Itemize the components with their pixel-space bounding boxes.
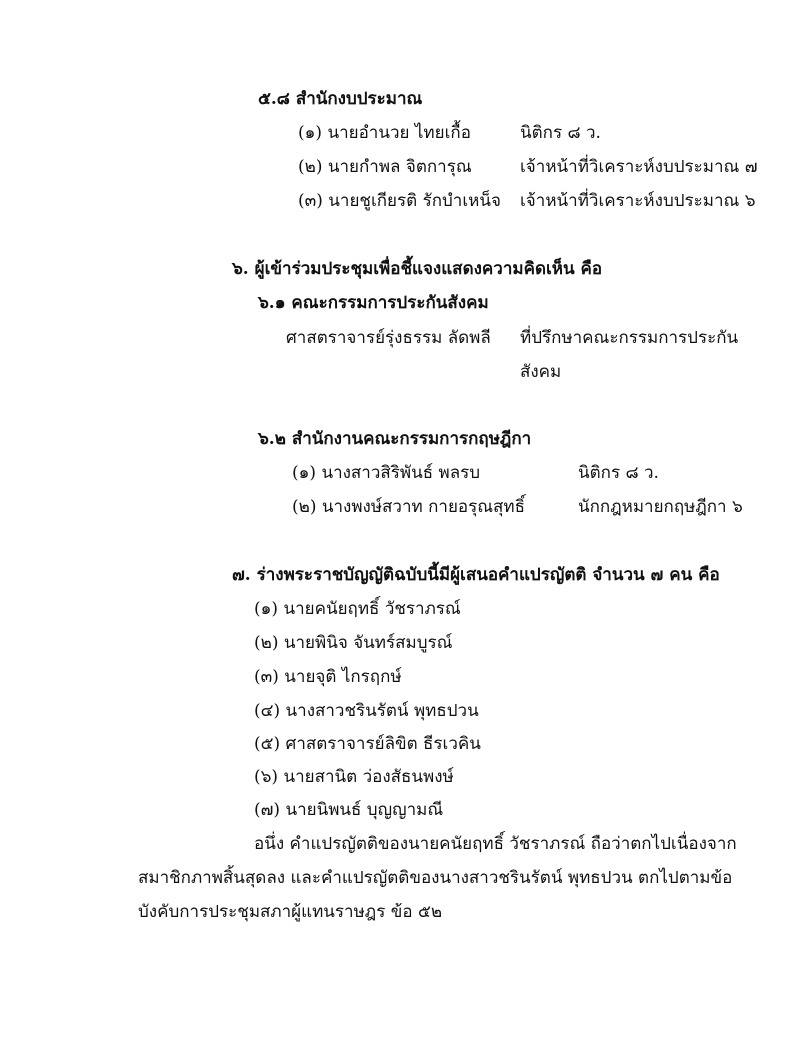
section-6-2-row-1-position: นิติกร ๘ ว. xyxy=(578,463,659,483)
section-6-1-position-line-2: สังคม xyxy=(520,362,562,382)
section-5-8-row-1-position: นิติกร ๘ ว. xyxy=(520,123,601,143)
section-5-8-row-2-name: (๒) นายกำพล จิตการุณ xyxy=(298,157,472,177)
section-6-1-name: ศาสตราจารย์รุ่งธรรม ลัดพลี xyxy=(286,328,491,348)
section-6-2-row-2-name: (๒) นางพงษ์สวาท กายอรุณสุทธิ์ xyxy=(292,497,526,517)
section-6-2-row-1-name: (๑) นางสาวสิริพันธ์ พลรบ xyxy=(292,463,481,483)
section-5-8-heading: ๕.๘ สำนักงบประมาณ xyxy=(258,89,423,109)
section-7-note-line-1: อนึ่ง คำแปรญัตติของนายคนัยฤทธิ์ วัชราภรณ์ ถือว่าตกไปเนื่องจาก xyxy=(254,834,737,854)
section-6-2-heading: ๖.๒ สำนักงานคณะกรรมการกฤษฎีกา xyxy=(258,429,532,449)
section-7-heading: ๗. ร่างพระราชบัญญัติฉบับนี้มีผู้เสนอคำแปรญัตติ จำนวน ๗ คน คือ xyxy=(232,565,720,585)
section-5-8-row-3-position: เจ้าหน้าที่วิเคราะห์งบประมาณ ๖ xyxy=(520,191,756,211)
section-5-8-row-2-position: เจ้าหน้าที่วิเคราะห์งบประมาณ ๗ xyxy=(520,157,758,177)
section-7-item-4: (๔) นางสาวชรินรัตน์ พุทธปวน xyxy=(254,701,479,721)
section-5-8-row-3-name: (๓) นายชูเกียรติ รักบำเหน็จ xyxy=(298,191,501,211)
section-6-2-row-2-position: นักกฎหมายกฤษฎีกา ๖ xyxy=(578,497,743,517)
section-5-8-row-1-name: (๑) นายอำนวย ไทยเกื้อ xyxy=(298,123,471,143)
section-7-item-6: (๖) นายสานิต ว่องสัธนพงษ์ xyxy=(254,767,454,787)
section-7-item-7: (๗) นายนิพนธ์ บุญญามณี xyxy=(254,800,444,820)
section-7-item-3: (๓) นายจุติ ไกรฤกษ์ xyxy=(254,667,402,687)
section-7-note-line-3: บังคับการประชุมสภาผู้แทนราษฎร ข้อ ๕๒ xyxy=(138,902,443,922)
section-7-note-line-2: สมาชิกภาพสิ้นสุดลง และคำแปรญัตติของนางสาวชรินรัตน์ พุทธปวน ตกไปตามข้อ xyxy=(138,868,733,888)
section-6-1-heading: ๖.๑ คณะกรรมการประกันสังคม xyxy=(258,293,489,313)
section-7-item-2: (๒) นายพินิจ จันทร์สมบูรณ์ xyxy=(254,633,453,653)
section-7-item-5: (๕) ศาสตราจารย์ลิขิต ธีรเวคิน xyxy=(254,734,481,754)
section-7-item-1: (๑) นายคนัยฤทธิ์ วัชราภรณ์ xyxy=(254,599,461,619)
section-6-1-position-line-1: ที่ปรึกษาคณะกรรมการประกัน xyxy=(520,328,739,348)
section-6-heading: ๖. ผู้เข้าร่วมประชุมเพื่อชี้แจงแสดงความคิดเห็น คือ xyxy=(232,259,603,279)
